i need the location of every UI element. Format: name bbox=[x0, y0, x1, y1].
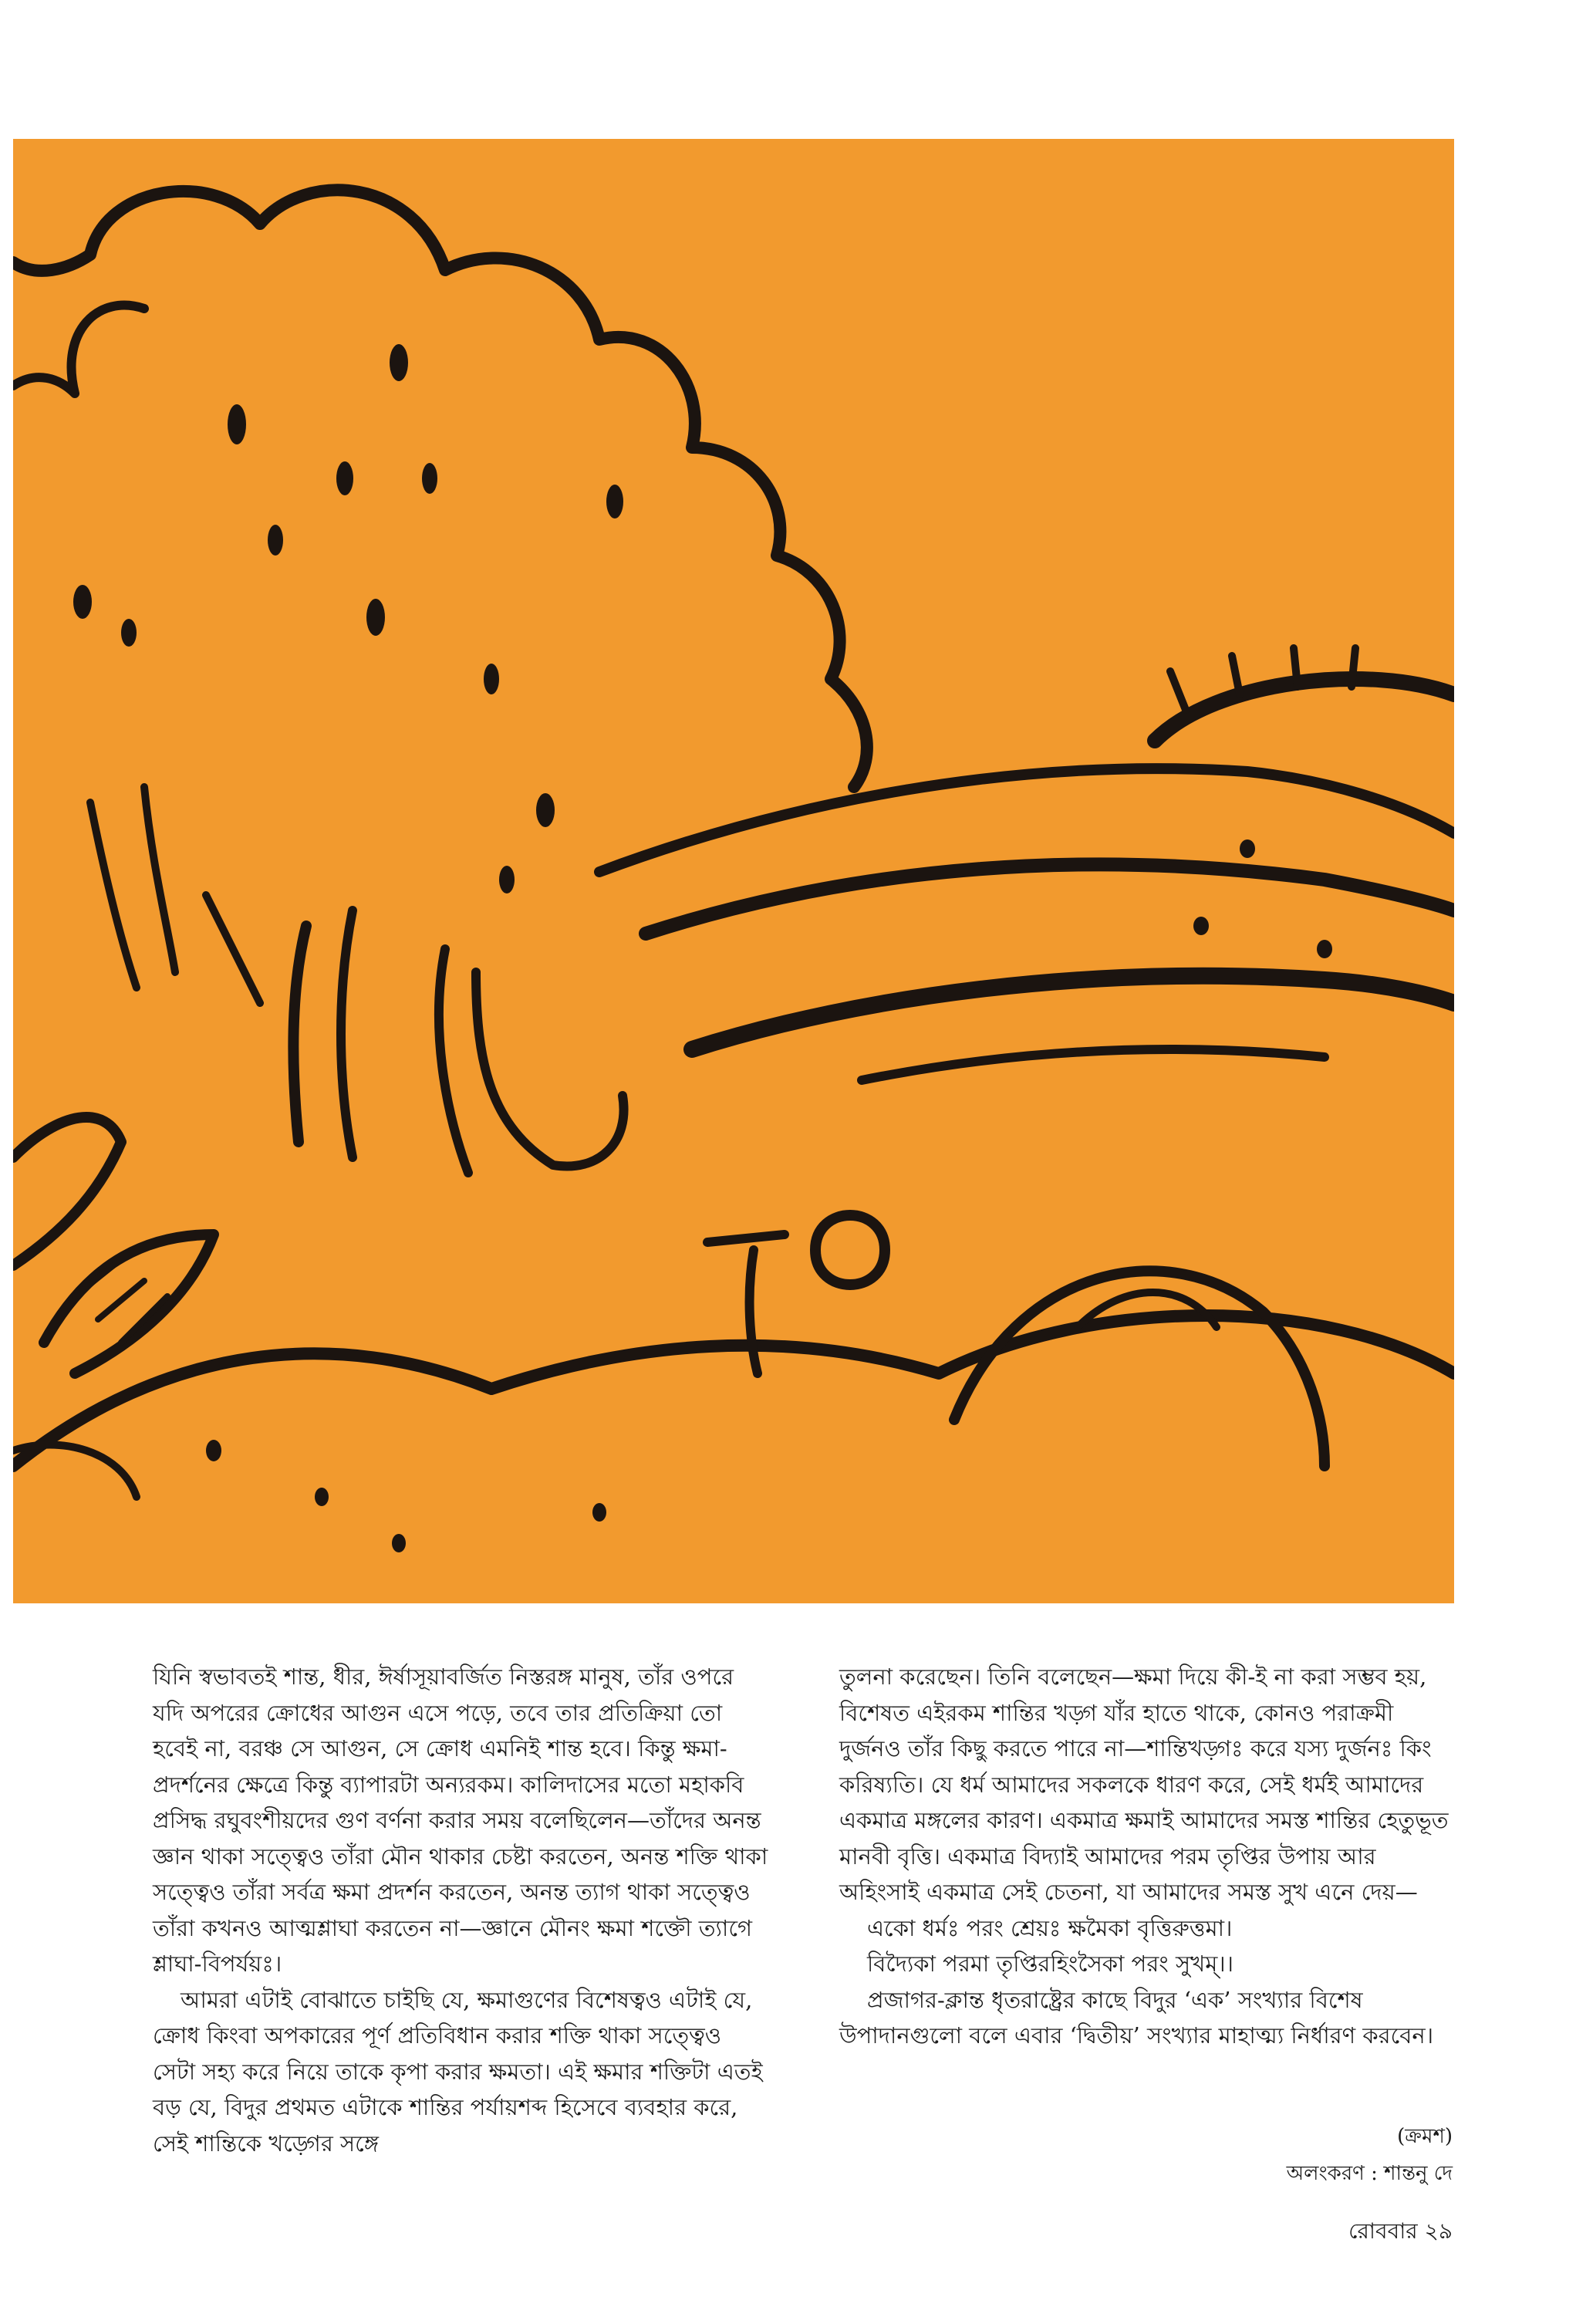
verse-line-1: একো ধর্মঃ পরং শ্রেয়ঃ ক্ষমৈকা বৃত্তিরুত্তমা। bbox=[867, 1914, 1233, 1941]
page-footer: রোববার ২৯ bbox=[1348, 2218, 1453, 2244]
paragraph-1: যিনি স্বভাবতই শান্ত, ধীর, ঈর্ষাসূয়াবর্জিত নিস্তরঙ্গ মানুষ, তাঁর ওপরে যদি অপরের ক্রোধের আগুন এসে পড়ে, তবে তার প্রতিক্রিয়া তো হবেই না, বরঞ্চ সে আগুন, সে ক্রোধ এমনিই শান্ত হবে। কিন্তু ক্ষমা-প্রদর্শনের ক্ষেত্রে কিন্তু ব্যাপারটা অন্যরকম। কালিদাসের মতো মহাকবি প্রসিদ্ধ রঘুবংশীয়দের গুণ বর্ণনা করার সময় বলেছিলেন—তাঁদের অনন্ত জ্ঞান থাকা সত্ত্বেও তাঁরা মৌন থাকার চেষ্টা করতেন, অনন্ত শক্তি থাকা সত্ত্বেও তাঁরা সর্বত্র ক্ষমা প্রদর্শন করতেন, অনন্ত ত্যাগ থাকা সত্ত্বেও তাঁরা কখনও আত্মশ্লাঘা করতেন না—জ্ঞানে মৌনং ক্ষমা শক্তৌ ত্যাগে শ্লাঘা-বিপর্যয়ঃ। bbox=[153, 1664, 768, 1977]
paragraph-3: তুলনা করেছেন। তিনি বলেছেন—ক্ষমা দিয়ে কী-ই না করা সম্ভব হয়, বিশেষত এইরকম শান্তির খড়্গ যাঁর হাতে থাকে, কোনও পরাক্রমী দুর্জনও তাঁর কিছু করতে পারে না—শান্তিখড়্গঃ করে যস্য দুর্জনঃ কিং করিষ্যতি। যে ধর্ম আমাদের সকলকে ধারণ করে, সেই ধর্মই আমাদের একমাত্র মঙ্গলের কারণ। একমাত্র ক্ষমাই আমাদের সমস্ত শান্তির হেতুভূত মানবী বৃত্তি। একমাত্র বিদ্যাই আমাদের পরম তৃপ্তির উপায় আর অহিংসাই একমাত্র সেই চেতনা, যা আমাদের সমস্ত সুখ এনে দেয়— bbox=[839, 1664, 1449, 1905]
article-right-column bbox=[839, 1659, 1456, 2054]
continued-label: (ক্রমশ) bbox=[1397, 2125, 1453, 2148]
ink-drawing bbox=[13, 139, 1454, 1603]
paragraph-4: প্রজাগর-ক্লান্ত ধৃতরাষ্ট্রের কাছে বিদুর ‘এক’ সংখ্যার বিশেষ উপাদানগুলো বলে এবার ‘দ্বিতীয়’ সংখ্যার মাহাত্ম্য নির্ধারণ করবেন। bbox=[839, 1986, 1434, 2049]
illustration-credit: অলংকরণ : শান্তনু দে bbox=[1286, 2162, 1453, 2185]
verse-line-2: বিদ্যৈকা পরমা তৃপ্তিরহিংসৈকা পরং সুখম্।। bbox=[867, 1951, 1234, 1977]
paragraph-2: আমরা এটাই বোঝাতে চাইছি যে, ক্ষমাগুণের বিশেষত্বও এটাই যে, ক্রোধ কিংবা অপকারের পূর্ণ প্রতিবিধান করার শক্তি থাকা সত্ত্বেও সেটা সহ্য করে নিয়ে তাকে কৃপা করার ক্ষমতা। এই ক্ষমার শক্তিটা এতই বড় যে, বিদুর প্রথমত এটাকে শান্তির পর্যায়শব্দ হিসেবে ব্যবহার করে, সেই শান্তিকে খড়্গের সঙ্গে bbox=[153, 1986, 763, 2157]
illustration bbox=[13, 139, 1454, 1603]
article-left-column bbox=[153, 1659, 770, 2161]
